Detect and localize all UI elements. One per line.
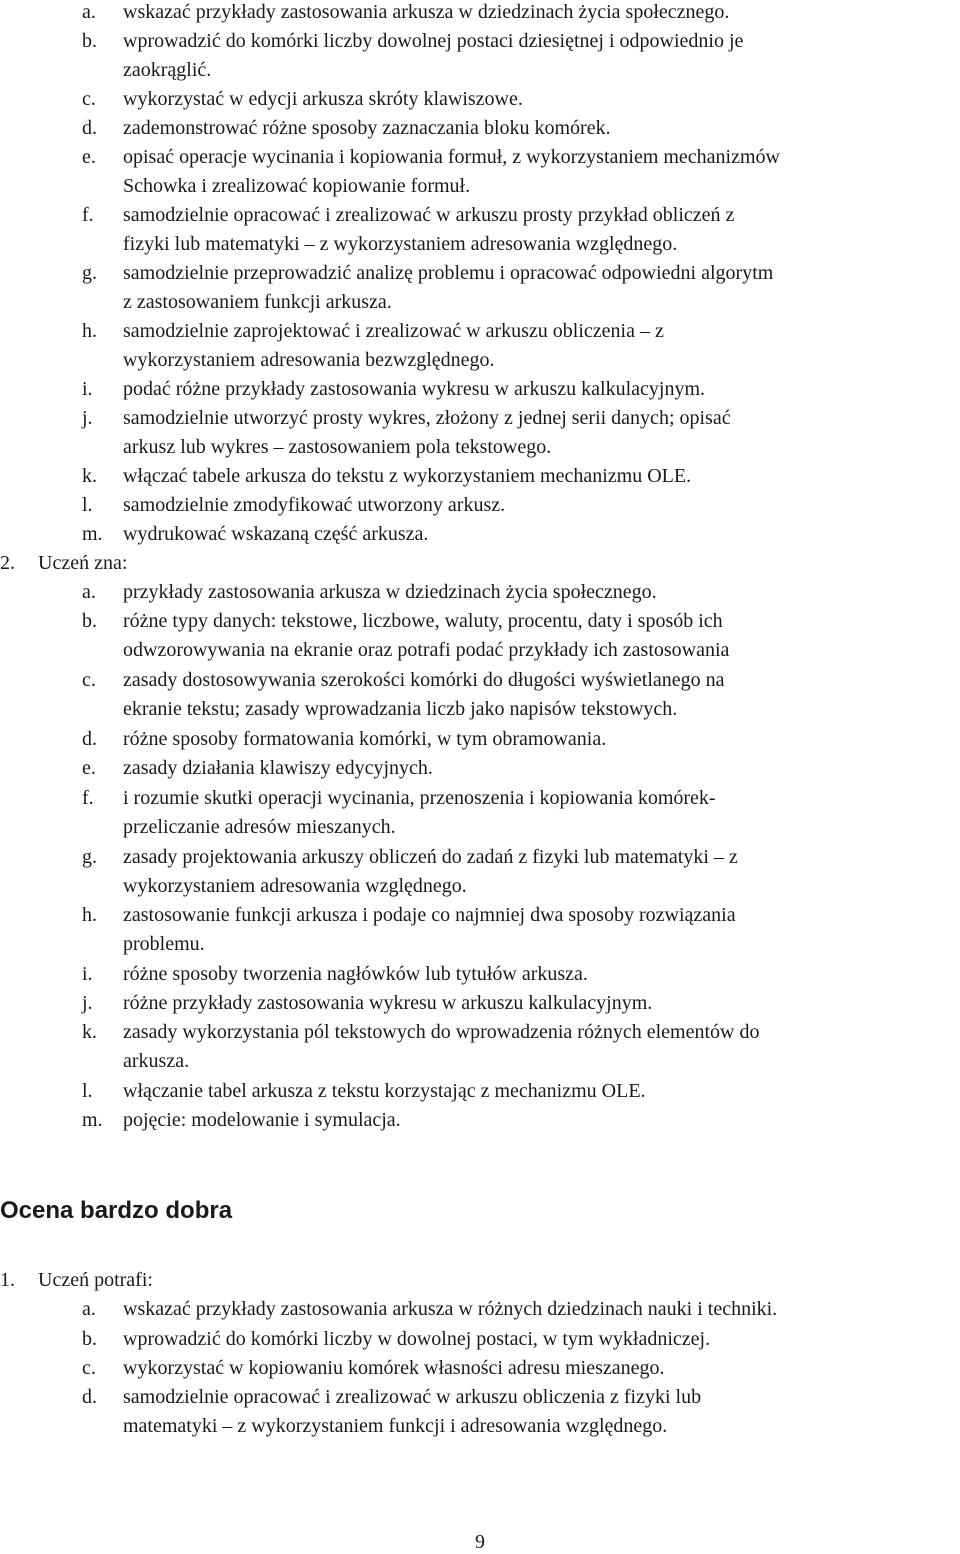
- item-letter: a.: [82, 1298, 96, 1320]
- item-text: przeliczanie adresów mieszanych.: [123, 816, 396, 838]
- item-text: wykorzystać w edycji arkusza skróty klawiszowe.: [123, 88, 523, 110]
- item-letter: c.: [82, 1357, 96, 1379]
- item-text: pojęcie: modelowanie i symulacja.: [123, 1109, 401, 1131]
- item-text: zasady dostosowywania szerokości komórki do długości wyświetlanego na: [123, 669, 725, 691]
- item-letter: h.: [82, 904, 97, 926]
- item-text: zademonstrować różne sposoby zaznaczania bloku komórek.: [123, 117, 611, 139]
- item-letter: c.: [82, 88, 96, 110]
- page-number: 9: [475, 1531, 485, 1553]
- item-letter: e.: [82, 757, 96, 779]
- item-letter: m.: [82, 523, 103, 545]
- item-text: wprowadzić do komórki liczby w dowolnej postaci, w tym wykładniczej.: [123, 1328, 711, 1350]
- item-letter: f.: [82, 787, 94, 809]
- item-text: różne sposoby formatowania komórki, w tym obramowania.: [123, 728, 607, 750]
- item-letter: g.: [82, 846, 97, 868]
- item-text: zasady projektowania arkuszy obliczeń do zadań z fizyki lub matematyki – z: [123, 846, 738, 868]
- item-letter: d.: [82, 1386, 97, 1408]
- item-text: zasady wykorzystania pól tekstowych do wprowadzenia różnych elementów do: [123, 1021, 760, 1043]
- item-letter: m.: [82, 1109, 103, 1131]
- item-letter: b.: [82, 30, 97, 52]
- item-text: różne typy danych: tekstowe, liczbowe, waluty, procentu, daty i sposób ich: [123, 610, 723, 632]
- item-text: wykorzystać w kopiowaniu komórek własności adresu mieszanego.: [123, 1357, 665, 1379]
- item-text: samodzielnie zmodyfikować utworzony arkusz.: [123, 494, 506, 516]
- item-letter: a.: [82, 1, 96, 23]
- item-letter: j.: [82, 407, 93, 429]
- item-letter: b.: [82, 610, 97, 632]
- item-text: wykorzystaniem adresowania względnego.: [123, 875, 467, 897]
- item-text: wskazać przykłady zastosowania arkusza w dziedzinach życia społecznego.: [123, 1, 730, 23]
- section-number: 2.: [0, 552, 15, 574]
- item-text: samodzielnie przeprowadzić analizę problemu i opracować odpowiedni algorytm: [123, 262, 774, 284]
- item-text: wprowadzić do komórki liczby dowolnej postaci dziesiętnej i odpowiednio je: [123, 30, 744, 52]
- item-letter: d.: [82, 728, 97, 750]
- item-text: odwzorowywania na ekranie oraz potrafi podać przykłady ich zastosowania: [123, 639, 730, 661]
- item-text: samodzielnie zaprojektować i zrealizować w arkuszu obliczenia – z: [123, 320, 664, 342]
- item-text: matematyki – z wykorzystaniem funkcji i adresowania względnego.: [123, 1415, 668, 1437]
- item-text: przykłady zastosowania arkusza w dziedzinach życia społecznego.: [123, 581, 657, 603]
- item-text: podać różne przykłady zastosowania wykresu w arkuszu kalkulacyjnym.: [123, 378, 706, 400]
- item-text: samodzielnie utworzyć prosty wykres, złożony z jednej serii danych; opisać: [123, 407, 731, 429]
- section-title: Uczeń zna:: [38, 552, 128, 574]
- item-letter: d.: [82, 117, 97, 139]
- item-letter: f.: [82, 204, 94, 226]
- item-letter: a.: [82, 581, 96, 603]
- item-letter: l.: [82, 1080, 93, 1102]
- item-text: i rozumie skutki operacji wycinania, przenoszenia i kopiowania komórek-: [123, 787, 716, 809]
- item-text: problemu.: [123, 933, 205, 955]
- item-letter: l.: [82, 494, 93, 516]
- item-text: samodzielnie opracować i zrealizować w arkuszu obliczenia z fizyki lub: [123, 1386, 702, 1408]
- item-text: zasady działania klawiszy edycyjnych.: [123, 757, 433, 779]
- item-letter: i.: [82, 963, 93, 985]
- section-number: 1.: [0, 1269, 15, 1291]
- item-text: włączanie tabel arkusza z tekstu korzystając z mechanizmu OLE.: [123, 1080, 646, 1102]
- item-letter: c.: [82, 669, 96, 691]
- item-letter: e.: [82, 146, 96, 168]
- item-text: zastosowanie funkcji arkusza i podaje co najmniej dwa sposoby rozwiązania: [123, 904, 736, 926]
- item-text: zaokrąglić.: [123, 59, 212, 81]
- item-text: samodzielnie opracować i zrealizować w arkuszu prosty przykład obliczeń z: [123, 204, 735, 226]
- item-text: różne przykłady zastosowania wykresu w arkuszu kalkulacyjnym.: [123, 992, 653, 1014]
- item-text: włączać tabele arkusza do tekstu z wykorzystaniem mechanizmu OLE.: [123, 465, 692, 487]
- item-text: wskazać przykłady zastosowania arkusza w różnych dziedzinach nauki i techniki.: [123, 1298, 778, 1320]
- item-text: wykorzystaniem adresowania bezwzględnego.: [123, 349, 495, 371]
- section-heading: Ocena bardzo dobra: [0, 1197, 233, 1224]
- item-text: wydrukować wskazaną część arkusza.: [123, 523, 429, 545]
- item-text: fizyki lub matematyki – z wykorzystaniem adresowania względnego.: [123, 233, 678, 255]
- item-letter: k.: [82, 465, 97, 487]
- item-text: różne sposoby tworzenia nagłówków lub tytułów arkusza.: [123, 963, 588, 985]
- item-text: opisać operacje wycinania i kopiowania formuł, z wykorzystaniem mechanizmów: [123, 146, 780, 168]
- item-text: z zastosowaniem funkcji arkusza.: [123, 291, 392, 313]
- item-letter: j.: [82, 992, 93, 1014]
- item-letter: g.: [82, 262, 97, 284]
- section-title: Uczeń potrafi:: [38, 1269, 153, 1291]
- item-text: ekranie tekstu; zasady wprowadzania liczb jako napisów tekstowych.: [123, 698, 678, 720]
- item-text: arkusza.: [123, 1050, 190, 1072]
- item-letter: b.: [82, 1328, 97, 1350]
- item-text: Schowka i zrealizować kopiowanie formuł.: [123, 175, 471, 197]
- item-text: arkusz lub wykres – zastosowaniem pola tekstowego.: [123, 436, 552, 458]
- item-letter: k.: [82, 1021, 97, 1043]
- item-letter: h.: [82, 320, 97, 342]
- item-letter: i.: [82, 378, 93, 400]
